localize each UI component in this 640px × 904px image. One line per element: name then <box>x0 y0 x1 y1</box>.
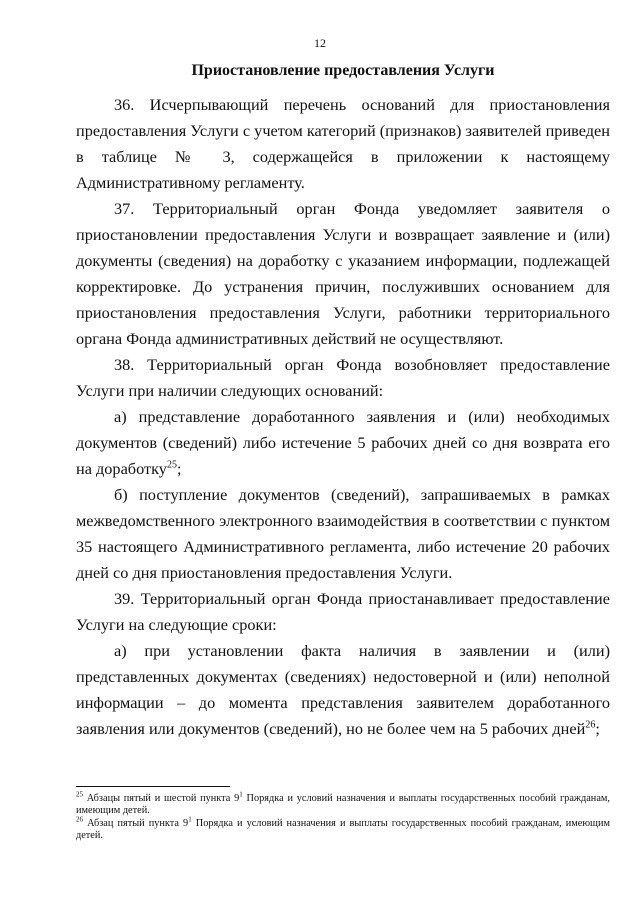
page-number: 12 <box>314 36 326 50</box>
paragraph-text: б) поступление документов (сведений), запрашиваемых в рамках межведомственного электронного взаимодействия в соответствии с пунктом 35 настоящего Административного регламента, либо истечение 20 рабочих дней со дня приостановления предоставления Услуги. <box>76 485 610 582</box>
paragraph-38-b <box>76 482 610 586</box>
footnote-text: Абзац пятый пункта 9 <box>83 818 189 829</box>
paragraph-text: а) представление доработанного заявления и (или) необходимых документов (сведений) либо истечение 5 рабочих дней со дня возврата его на доработку <box>76 407 610 478</box>
paragraph-38 <box>76 352 610 404</box>
footnote-superscript: 1 <box>239 790 243 799</box>
footnote-text: Порядка и условий назначения и выплаты государственных пособий гражданам, имеющим детей. <box>76 793 610 816</box>
footnote-superscript: 1 <box>188 815 192 824</box>
section-title: Приостановление предоставления Услуги <box>191 62 495 79</box>
paragraph-39 <box>76 586 610 638</box>
footnote-text: Абзацы пятый и шестой пункта 9 <box>83 793 240 804</box>
paragraph-39-a <box>76 638 610 742</box>
paragraph-text: 36. Исчерпывающий перечень оснований для приостановления предоставления Услуги с учетом категорий (признаков) заявителей приведен в таблице № 3, содержащейся в приложении к настоящему Административному регламенту. <box>76 95 610 192</box>
footnote-ref[interactable]: 25 <box>166 459 177 471</box>
footnote-25 <box>76 790 610 817</box>
paragraph-text: 37. Территориальный орган Фонда уведомляет заявителя о приостановлении предоставления Услуги и возвращает заявление и (или) документы (сведения) на доработку с указанием информации, подлежащей корректировке. До устранения причин, послуживших основанием для приостановления предоставления Услуги, работники территориального органа Фонда административных действий не осуществляют. <box>76 199 610 348</box>
footnote-ref[interactable]: 26 <box>585 719 596 731</box>
paragraph-tail: ; <box>176 459 182 478</box>
paragraph-37 <box>76 196 610 352</box>
paragraph-text: 38. Территориальный орган Фонда возобновляет предоставление Услуги при наличии следующих оснований: <box>76 355 610 400</box>
paragraph-36 <box>76 92 610 196</box>
footnote-text: Порядка и условий назначения и выплаты государственных пособий гражданам, имеющим детей. <box>76 818 611 841</box>
body-text <box>76 92 610 742</box>
footnote-mark: 25 <box>76 790 83 799</box>
paragraph-tail: ; <box>595 719 600 738</box>
paragraph-text: 39. Территориальный орган Фонда приостанавливает предоставление Услуги на следующие сроки: <box>76 589 610 634</box>
paragraph-38-a <box>76 404 610 482</box>
paragraph-text: а) при установлении факта наличия в заявлении и (или) представленных документах (сведениях) недостоверной и (или) неполной информации – до момента представления заявителем доработанного заявления или документов (сведений), но не более чем на 5 рабочих дней <box>76 641 610 738</box>
footnotes <box>76 790 611 843</box>
footnote-divider <box>76 786 230 787</box>
footnote-26 <box>76 815 611 842</box>
footnote-mark: 26 <box>76 815 83 824</box>
